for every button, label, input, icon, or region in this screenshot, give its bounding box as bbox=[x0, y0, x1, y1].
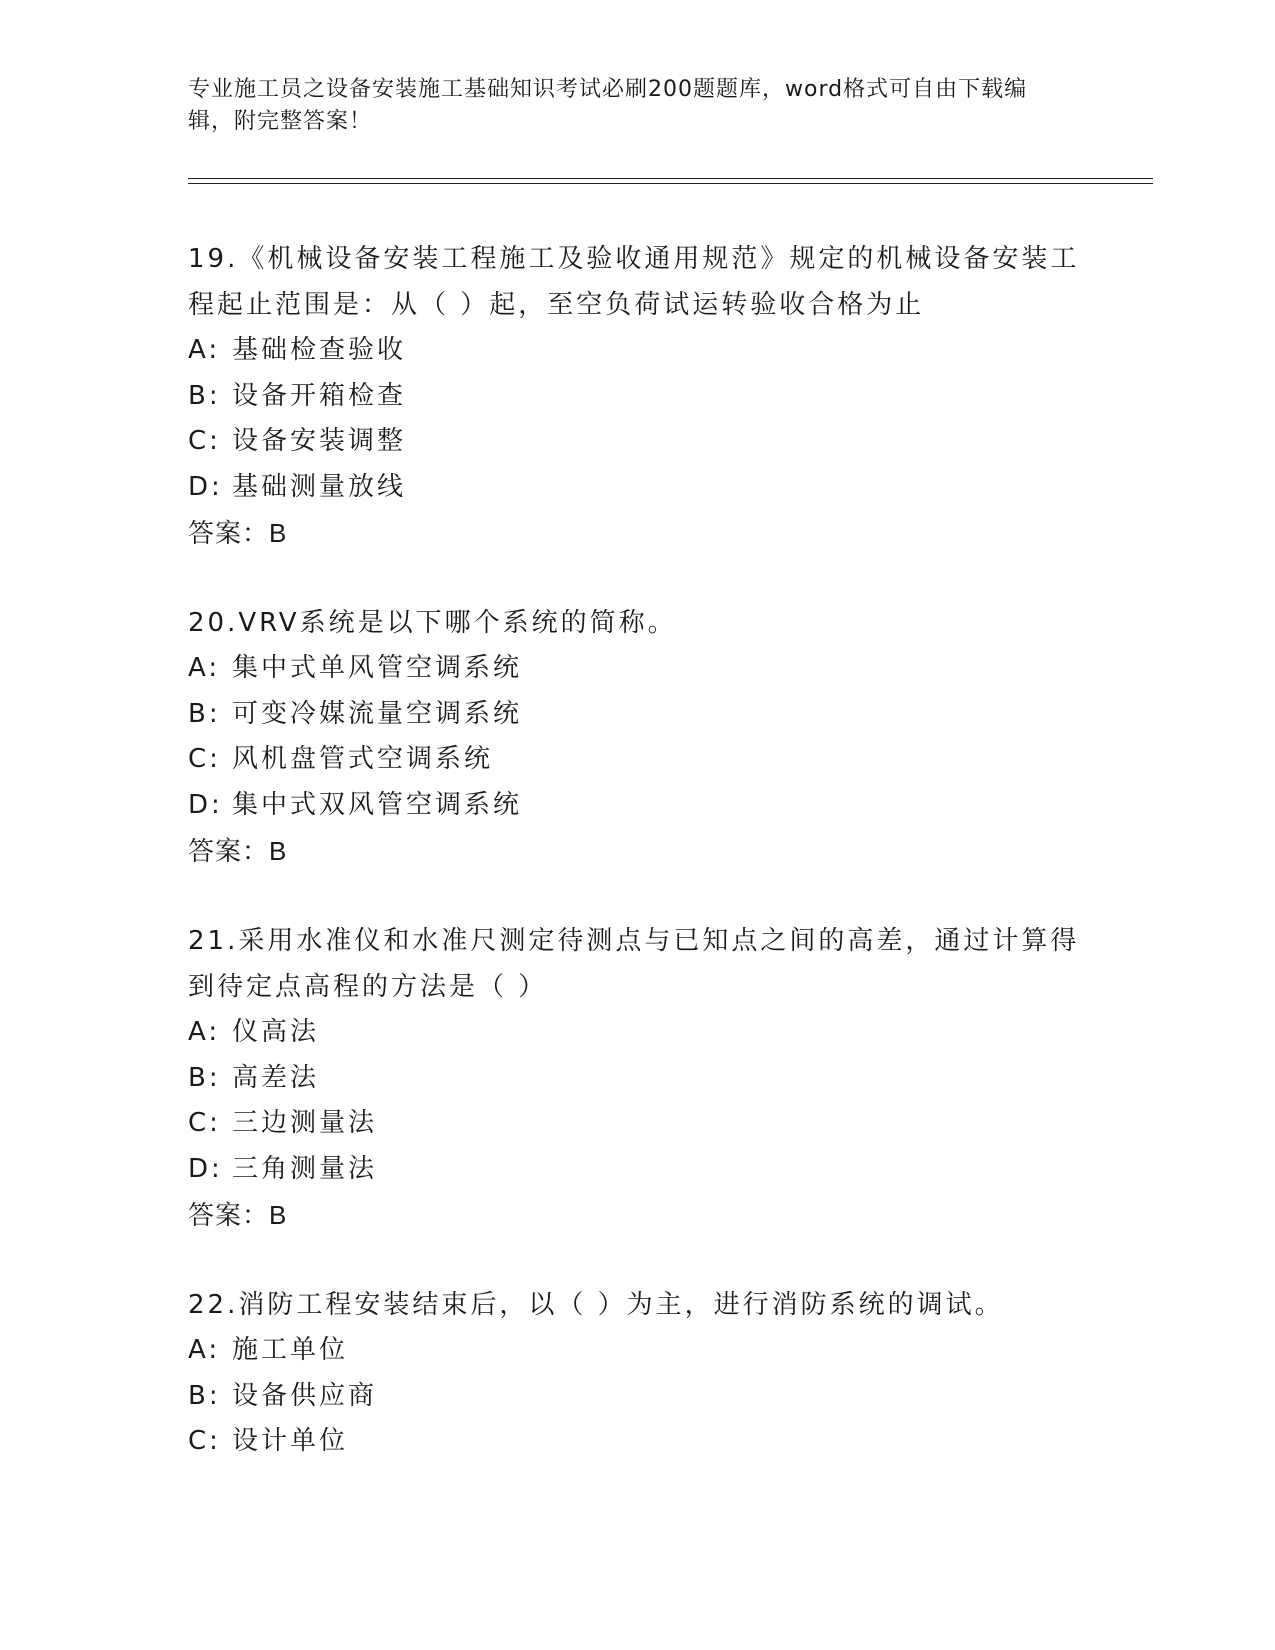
option-text: 三角测量法 bbox=[232, 1153, 378, 1184]
option-a bbox=[188, 328, 1088, 374]
question-list bbox=[188, 236, 1088, 1509]
option-text: 高差法 bbox=[232, 1062, 320, 1093]
option-text: 集中式双风管空调系统 bbox=[232, 789, 523, 820]
option-text: 设备供应商 bbox=[232, 1380, 378, 1411]
option-b bbox=[188, 1374, 1088, 1420]
answer-line: 答案：B bbox=[188, 1200, 288, 1230]
option-b bbox=[188, 692, 1088, 738]
option-key: A: bbox=[188, 653, 221, 683]
option-text: 设计单位 bbox=[232, 1426, 349, 1456]
option-text: 三边测量法 bbox=[232, 1108, 378, 1138]
option-text: 基础检查验收 bbox=[232, 335, 407, 365]
option-text: 风机盘管式空调系统 bbox=[232, 744, 494, 774]
option-key: C: bbox=[188, 1108, 221, 1138]
question-stem: 22.消防工程安装结束后，以（ ）为主，进行消防系统的调试。 bbox=[188, 1290, 1004, 1320]
document-header: 专业施工员之设备安装施工基础知识考试必刷200题题库，word格式可自由下载编辑，附完整答案！ bbox=[188, 77, 1028, 134]
option-text: 施工单位 bbox=[232, 1335, 349, 1365]
option-key: A: bbox=[188, 1017, 221, 1047]
header-rule-bottom bbox=[188, 183, 1153, 184]
option-key: B: bbox=[188, 698, 221, 729]
option-c bbox=[188, 1419, 1088, 1465]
option-key: D: bbox=[188, 789, 223, 820]
option-c bbox=[188, 419, 1088, 465]
option-c bbox=[188, 737, 1088, 783]
option-text: 仪高法 bbox=[232, 1017, 320, 1047]
option-text: 基础测量放线 bbox=[232, 471, 407, 502]
question-stem: 21.采用水准仪和水准尺测定待测点与已知点之间的高差，通过计算得到待定点高程的方法是（ ） bbox=[188, 926, 1080, 1002]
question-stem: 19.《机械设备安装工程施工及验收通用规范》规定的机械设备安装工程起止范围是：从（ ）起，至空负荷试运转验收合格为止 bbox=[188, 244, 1080, 320]
option-key: D: bbox=[188, 471, 223, 502]
option-key: A: bbox=[188, 1335, 221, 1365]
option-key: C: bbox=[188, 1426, 221, 1456]
option-d bbox=[188, 783, 1088, 829]
option-d bbox=[188, 1147, 1088, 1193]
option-key: A: bbox=[188, 335, 221, 365]
option-a bbox=[188, 646, 1088, 692]
header-rule-top bbox=[188, 178, 1153, 179]
option-b bbox=[188, 374, 1088, 420]
question-stem: 20.VRV系统是以下哪个系统的简称。 bbox=[188, 608, 677, 638]
question-21 bbox=[188, 918, 1088, 1238]
option-c bbox=[188, 1101, 1088, 1147]
question-19 bbox=[188, 236, 1088, 556]
option-key: D: bbox=[188, 1153, 223, 1184]
option-key: B: bbox=[188, 1062, 221, 1093]
option-key: B: bbox=[188, 1380, 221, 1411]
option-d bbox=[188, 465, 1088, 511]
option-b bbox=[188, 1056, 1088, 1102]
option-a bbox=[188, 1010, 1088, 1056]
option-text: 设备开箱检查 bbox=[232, 380, 407, 411]
option-text: 集中式单风管空调系统 bbox=[232, 653, 523, 683]
option-a bbox=[188, 1328, 1088, 1374]
option-key: C: bbox=[188, 426, 221, 456]
option-key: C: bbox=[188, 744, 221, 774]
option-text: 可变冷媒流量空调系统 bbox=[232, 698, 523, 729]
option-text: 设备安装调整 bbox=[232, 426, 407, 456]
answer-line: 答案：B bbox=[188, 836, 288, 866]
question-22 bbox=[188, 1282, 1088, 1465]
option-key: B: bbox=[188, 380, 221, 411]
answer-line: 答案：B bbox=[188, 518, 288, 548]
question-20 bbox=[188, 600, 1088, 874]
